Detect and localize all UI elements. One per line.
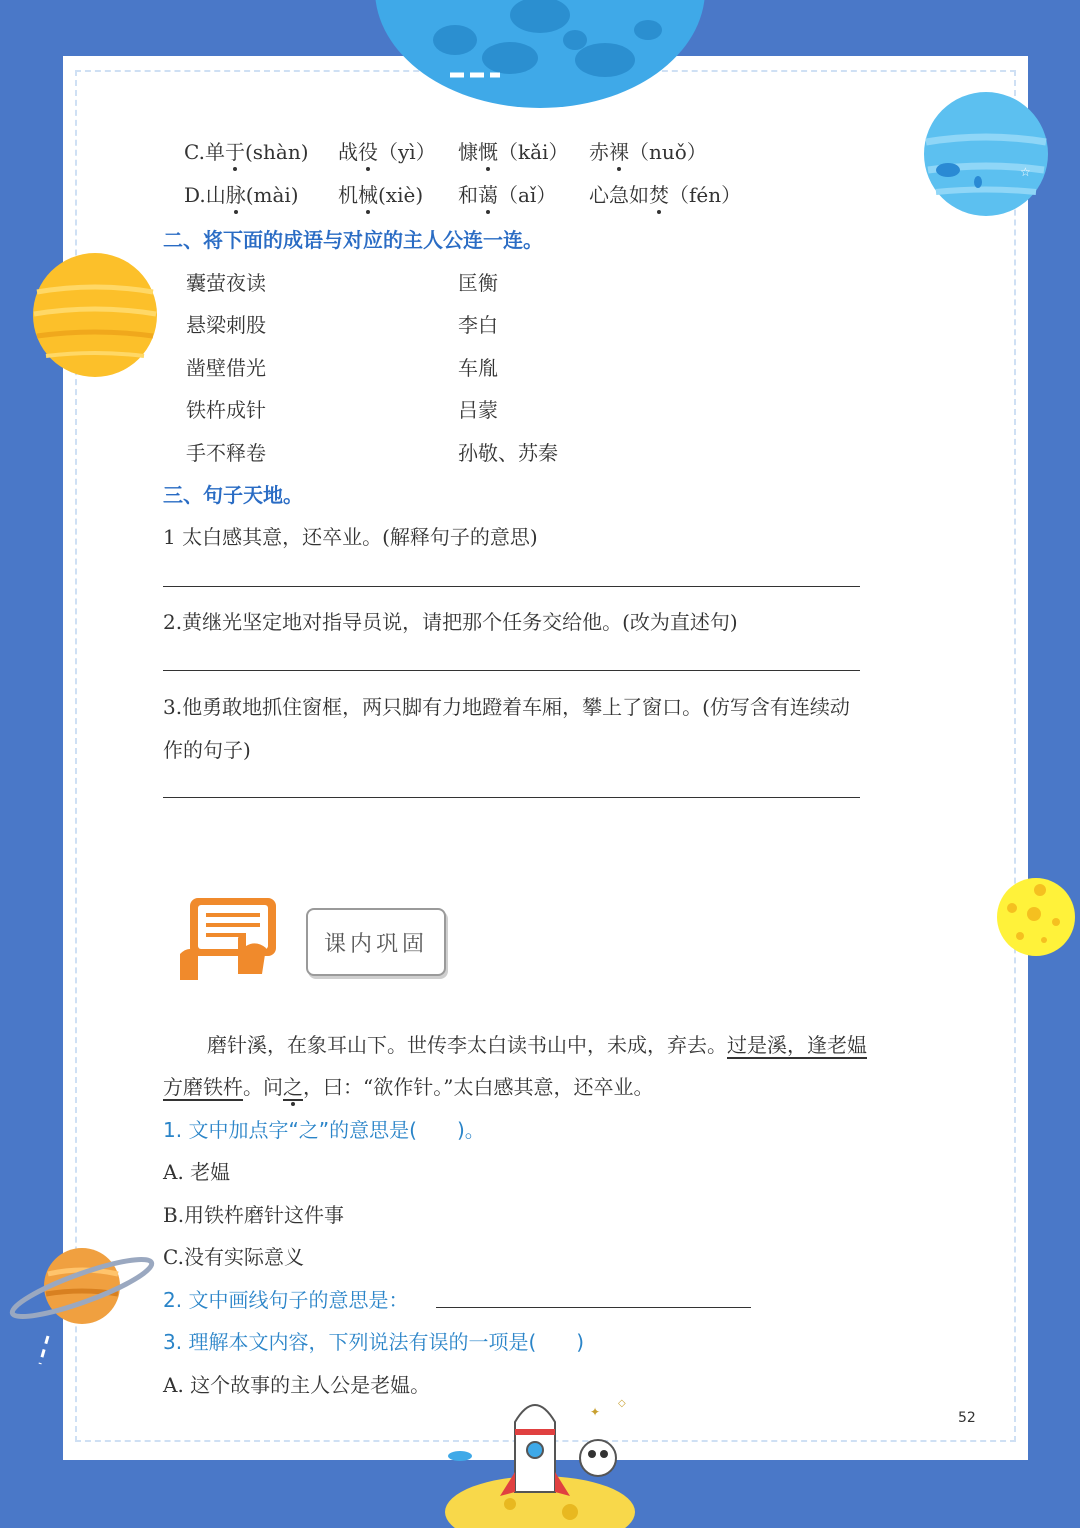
planet-saturn-icon [8, 1240, 158, 1370]
idiom-item: 铁杵成针 [186, 398, 266, 422]
passage-line-1: 磨针溪，在象耳山下。世传李太白读书山中，未成，弃去。过是溪，逢老媪 [207, 1033, 867, 1057]
sentence-question-1: 1 太白感其意，还卒业。(解释句子的意思) [163, 525, 538, 549]
option-d-word3: 和蔼（aǐ） [458, 179, 556, 208]
person-item: 匡衡 [458, 271, 498, 295]
svg-text:◇: ◇ [618, 1398, 626, 1409]
person-item: 吕蒙 [458, 398, 498, 422]
section2-heading: 二、将下面的成语与对应的主人公连一连。 [163, 228, 543, 252]
option-c-word3: 慷慨（kǎi） [458, 136, 568, 165]
comprehension-question-2: 2. 文中画线句子的意思是： [163, 1288, 409, 1312]
section3-heading: 三、句子天地。 [163, 483, 303, 507]
person-item: 车胤 [458, 356, 498, 380]
option-a[interactable]: A. 老媪 [163, 1160, 231, 1184]
svg-text:✦: ✦ [590, 1405, 601, 1419]
person-item: 李白 [458, 313, 498, 337]
svg-text:☆: ☆ [1020, 165, 1031, 179]
planet-orange-icon [32, 252, 158, 378]
option-c-word2: 战役（yì） [338, 136, 436, 165]
option-d-word4: 心急如焚（fén） [589, 179, 741, 208]
rocket-illustration-icon [440, 1392, 650, 1528]
answer-line-2[interactable] [163, 670, 860, 671]
idiom-item: 囊萤夜读 [186, 271, 266, 295]
page-number: 52 [958, 1410, 976, 1426]
option-d-word2: 机械(xiè) [338, 179, 423, 208]
option-b[interactable]: B.用铁杵磨针这件事 [163, 1203, 345, 1227]
answer-line-1[interactable] [163, 586, 860, 587]
option-a-q3[interactable]: A. 这个故事的主人公是老媪。 [163, 1373, 431, 1397]
person-item: 孙敬、苏秦 [458, 441, 558, 465]
answer-line-q2[interactable] [436, 1307, 751, 1308]
section-badge: 课内巩固 [306, 908, 446, 976]
option-c[interactable]: C.没有实际意义 [163, 1245, 304, 1269]
dotted-character: 之 [283, 1071, 303, 1100]
sentence-question-3-cont: 作的句子) [163, 738, 251, 762]
option-c-word4: 赤裸（nuǒ） [589, 136, 707, 165]
comprehension-question-3: 3. 理解本文内容，下列说法有误的一项是( ) [163, 1330, 585, 1354]
planet-yellow-icon [996, 878, 1076, 958]
idiom-item: 手不释卷 [186, 441, 266, 465]
option-d-row: D.山脉(mài) [184, 179, 299, 208]
passage-line-2: 方磨铁杵。问之，曰：“欲作针。”太白感其意，还卒业。 [163, 1071, 653, 1100]
idiom-item: 悬梁刺股 [186, 313, 266, 337]
underlined-sentence-cont: 方磨铁杵 [163, 1075, 243, 1099]
tablet-hands-icon [176, 894, 280, 986]
idiom-item: 凿壁借光 [186, 356, 266, 380]
underlined-sentence: 过是溪，逢老媪 [727, 1033, 867, 1057]
sentence-question-2: 2.黄继光坚定地对指导员说，请把那个任务交给他。(改为直述句) [163, 610, 738, 634]
planet-blue-icon [922, 92, 1052, 218]
answer-line-3[interactable] [163, 797, 860, 798]
sentence-question-3: 3.他勇敢地抓住窗框，两只脚有力地蹬着车厢，攀上了窗口。(仿写含有连续动 [163, 695, 850, 719]
planet-moon-top-icon [370, 0, 710, 112]
option-c-row: C.单于(shàn) [184, 136, 309, 165]
comprehension-question-1: 1. 文中加点字“之”的意思是( )。 [163, 1118, 485, 1142]
